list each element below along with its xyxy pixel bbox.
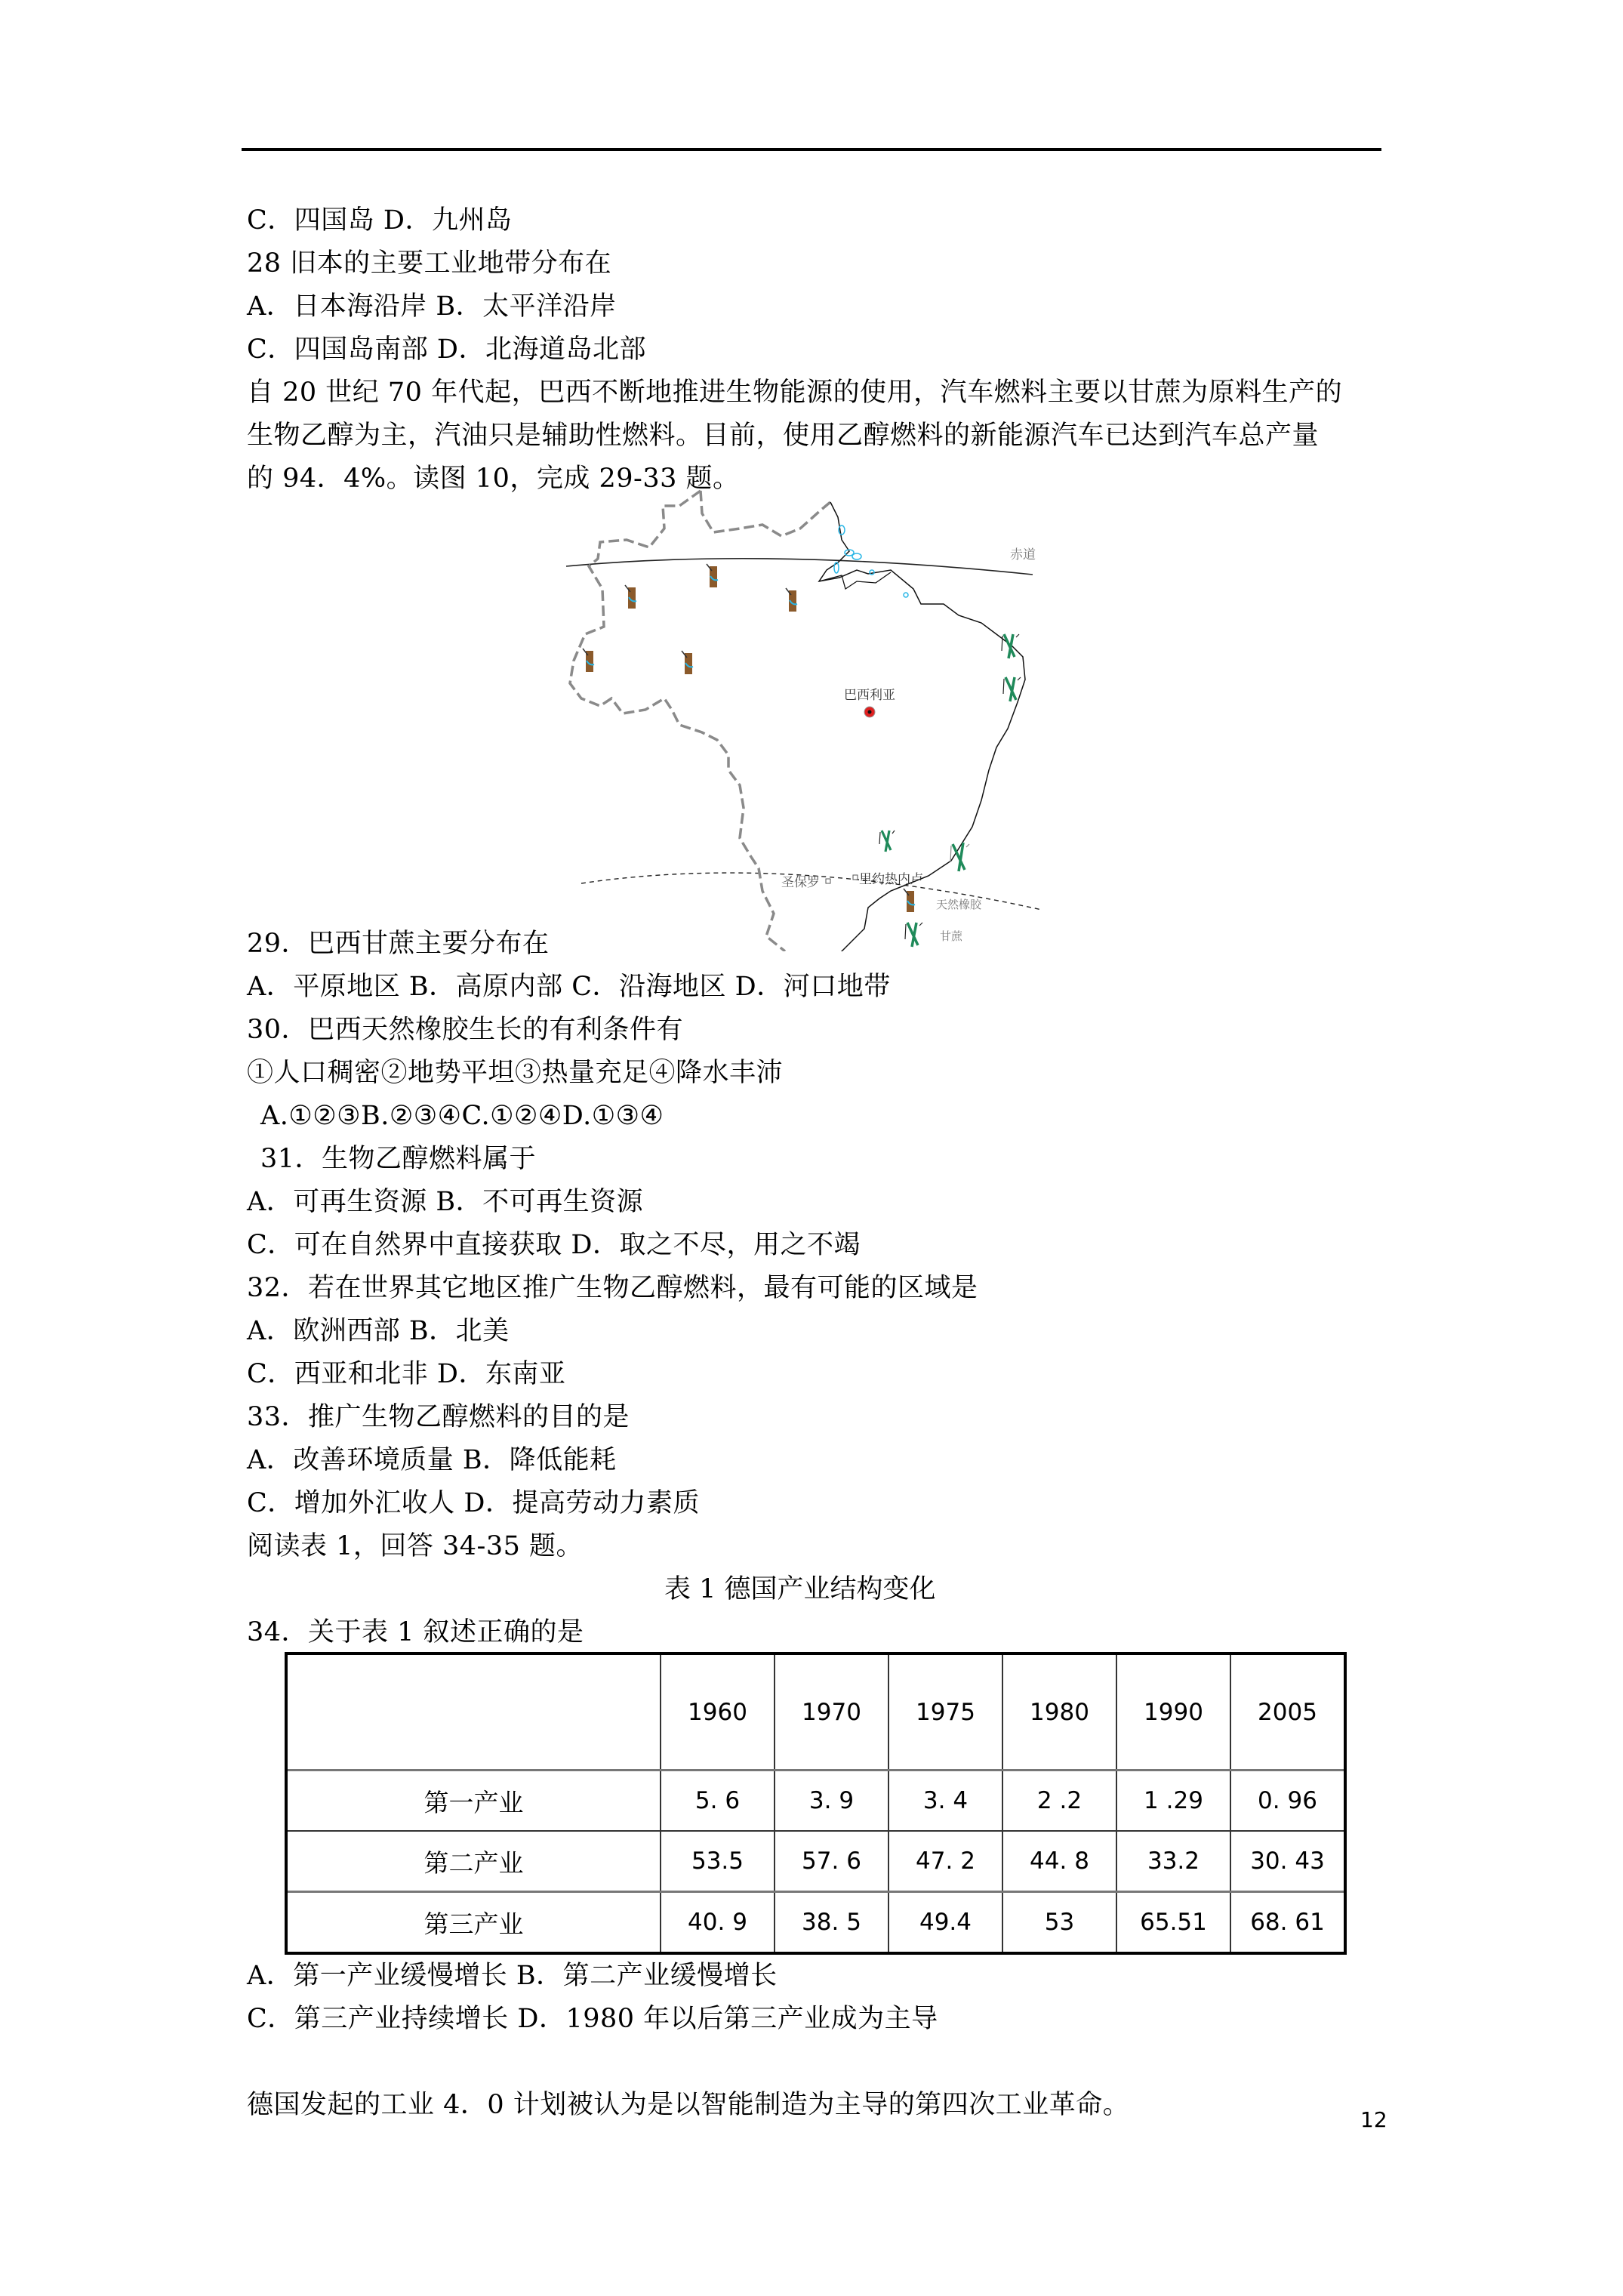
sugarcane-icon: [879, 831, 895, 852]
table-header-row: [286, 1653, 1345, 1771]
table-cell: 0. 96: [1230, 1771, 1345, 1832]
q33-options-cd: C．增加外汇收人 D．提高劳动力素质: [247, 1488, 700, 1518]
table-row: [286, 1771, 1345, 1832]
rubber-tree-icon: [707, 564, 718, 587]
q27-options-cd: C．四国岛 D．九州岛: [247, 205, 513, 236]
table-row: [286, 1831, 1345, 1892]
row-label: 第一产业: [286, 1771, 661, 1832]
table-cell: 53.5: [661, 1831, 775, 1892]
year-header: 1960: [661, 1653, 775, 1771]
table-intro: 阅读表 1，回答 34-35 题。: [247, 1531, 584, 1561]
table-cell: 38. 5: [775, 1892, 888, 1954]
sugarcane-markers: [879, 634, 1021, 871]
capital-marker-icon: [864, 707, 875, 717]
table-cell: 65.51: [1116, 1892, 1230, 1954]
table-cell: 3. 4: [888, 1771, 1002, 1832]
table-cell: 2 .2: [1002, 1771, 1116, 1832]
q30-conditions: ①人口稠密②地势平坦③热量充足④降水丰沛: [247, 1058, 784, 1088]
legend-sugarcane-icon: [905, 923, 922, 947]
intro-paragraph-line-1: 自 20 世纪 70 年代起，巴西不断地推进生物能源的使用，汽车燃料主要以甘蔗为原料生产的: [247, 378, 1343, 408]
page-number: 12: [1360, 2107, 1387, 2132]
question-30: 30．巴西天然橡胶生长的有利条件有: [247, 1015, 684, 1045]
city-rio-marker: [853, 875, 858, 880]
brazil-map: [559, 483, 1057, 951]
table-cell: 33.2: [1116, 1831, 1230, 1892]
rubber-tree-icon: [625, 585, 636, 609]
intro-paragraph-line-2: 生物乙醇为主，汽油只是辅助性燃料。目前，使用乙醇燃料的新能源汽车已达到汽车总产量: [247, 421, 1320, 451]
city-rio-label: 里约热内卢: [859, 872, 923, 887]
question-29: 29．巴西甘蔗主要分布在: [247, 929, 550, 959]
q32-options-ab: A．欧洲西部 B．北美: [247, 1316, 510, 1346]
industry-structure-table: [285, 1652, 1347, 1955]
equator-line: [566, 559, 1033, 575]
equator-label: 赤道: [1010, 547, 1036, 562]
table-cell: 1 .29: [1116, 1771, 1230, 1832]
sugarcane-icon: [1003, 677, 1021, 701]
table-cell: 5. 6: [661, 1771, 775, 1832]
year-header: 1980: [1002, 1653, 1116, 1771]
northern-border: [701, 491, 830, 536]
q30-options: A.①②③B.②③④C.①②④D.①③④: [260, 1101, 664, 1131]
table-cell: 57. 6: [775, 1831, 888, 1892]
question-28: 28 旧本的主要工业地带分布在: [247, 248, 612, 279]
table-cell: 30. 43: [1230, 1831, 1345, 1892]
q28-options-cd: C．四国岛南部 D．北海道岛北部: [247, 334, 646, 365]
table-cell: 47. 2: [888, 1831, 1002, 1892]
header-rule: [242, 148, 1381, 151]
question-32: 32．若在世界其它地区推广生物乙醇燃料，最有可能的区域是: [247, 1273, 978, 1303]
table-caption: 表 1 德国产业结构变化: [664, 1574, 936, 1604]
question-34: 34．关于表 1 叙述正确的是: [247, 1617, 584, 1647]
map-legend: [904, 889, 982, 947]
city-sao-paulo-marker: [826, 879, 830, 883]
q31-options-ab: A．可再生资源 B．不可再生资源: [247, 1187, 644, 1217]
industry-4-paragraph: 德国发起的工业 4．0 计划被认为是以智能制造为主导的第四次工业革命。: [247, 2090, 1130, 2120]
q28-options-ab: A．日本海沿岸 B．太平洋沿岸: [247, 291, 617, 322]
intro-paragraph-line-3: 的 94．4%。读图 10，完成 29-33 题。: [247, 464, 740, 494]
rubber-tree-icon: [786, 588, 797, 612]
q33-options-ab: A．改善环境质量 B．降低能耗: [247, 1445, 617, 1475]
rubber-tree-markers: [583, 564, 797, 674]
table-cell: 44. 8: [1002, 1831, 1116, 1892]
q29-options: A．平原地区 B．高原内部 C．沿海地区 D．河口地带: [247, 972, 891, 1002]
sugarcane-icon: [1002, 634, 1019, 658]
row-label: 第二产业: [286, 1831, 661, 1892]
rubber-tree-icon: [682, 651, 693, 674]
q32-options-cd: C．西亚和北非 D．东南亚: [247, 1359, 566, 1389]
table-row: [286, 1892, 1345, 1954]
table-cell: 49.4: [888, 1892, 1002, 1954]
legend-sugarcane-label: 甘蔗: [940, 929, 963, 943]
table-corner-cell: [286, 1653, 661, 1771]
table-cell: 3. 9: [775, 1771, 888, 1832]
table-cell: 40. 9: [661, 1892, 775, 1954]
amazon-mouth: [819, 572, 891, 589]
question-31: 31．生物乙醇燃料属于: [260, 1144, 537, 1174]
city-sao-paulo-label: 圣保罗: [781, 875, 820, 890]
legend-rubber-tree-icon: [904, 889, 915, 912]
q34-options-ab: A．第一产业缓慢增长 B．第二产业缓慢增长: [247, 1961, 778, 1991]
question-33: 33．推广生物乙醇燃料的目的是: [247, 1402, 630, 1432]
row-label: 第三产业: [286, 1892, 661, 1954]
table-cell: 68. 61: [1230, 1892, 1345, 1954]
q34-options-cd: C．第三产业持续增长 D．1980 年以后第三产业成为主导: [247, 2004, 938, 2034]
legend-rubber-label: 天然橡胶: [936, 898, 982, 911]
capital-label: 巴西利亚: [844, 688, 895, 703]
rubber-tree-icon: [583, 649, 594, 672]
year-header: 1970: [775, 1653, 888, 1771]
q31-options-cd: C．可在自然界中直接获取 D．取之不尽，用之不竭: [247, 1230, 861, 1260]
year-header: 1975: [888, 1653, 1002, 1771]
year-header: 1990: [1116, 1653, 1230, 1771]
year-header: 2005: [1230, 1653, 1345, 1771]
table-cell: 53: [1002, 1892, 1116, 1954]
